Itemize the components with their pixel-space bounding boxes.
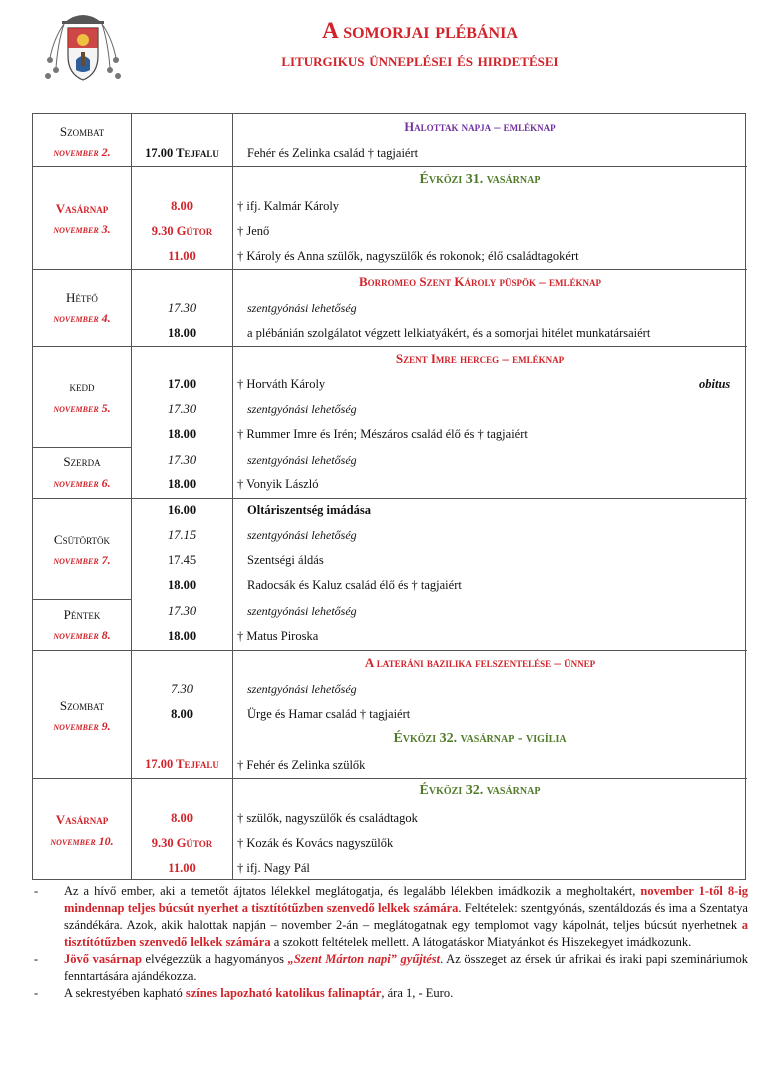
- announcement-text: Az a hívő ember, aki a temetőt ájtatos lélekkel meglátogatja, és legalább lélekben imádkozik a megholtakért,: [64, 884, 641, 898]
- day-date: november 6.: [53, 476, 111, 490]
- mass-intention: Radocsák és Kaluz család élő és † tagjaiért: [247, 578, 462, 592]
- mass-time: 17.45: [167, 553, 197, 567]
- day-name: Vasárnap: [55, 201, 109, 216]
- announcement-highlight: színes lapozható katolikus falinaptár: [185, 986, 382, 1000]
- schedule-table: [32, 113, 746, 880]
- day-date: november 8.: [53, 628, 111, 642]
- feast-title: Halottak napja – emléknap: [404, 120, 556, 134]
- announcement-highlight: „Szent Márton napi” gyűjtést: [287, 952, 441, 966]
- announcement-highlight: a tisztítótűzben szenvedő lelkek számára: [64, 918, 748, 949]
- mass-intention: Oltáriszentség imádása: [247, 503, 371, 517]
- announcement-indulgence: [30, 883, 748, 951]
- mass-intention: szentgyónási lehetőség: [247, 453, 357, 467]
- mass-time: 8.00: [171, 707, 193, 721]
- day-name: Csütörtök: [53, 532, 111, 547]
- feast-title: Borromeo Szent Károly püspök – emléknap: [359, 274, 601, 289]
- page-title: A somorjai plébánia: [322, 18, 518, 43]
- announcement-collection: [30, 951, 748, 985]
- column-divider: [232, 114, 233, 879]
- bullet-dash: -: [34, 884, 39, 898]
- mass-time: 18.00: [167, 477, 197, 491]
- mass-intention: Ürge és Hamar család † tagjaiért: [247, 707, 411, 721]
- mass-time: 11.00: [168, 249, 196, 263]
- announcement-text: , ára 1, - Euro.: [381, 986, 454, 1000]
- row-divider: [33, 599, 132, 600]
- mass-intention: szentgyónási lehetőség: [247, 402, 357, 416]
- day-name: Szombat: [59, 698, 105, 713]
- day-name: Szombat: [59, 124, 105, 139]
- row-divider: [33, 498, 747, 499]
- day-date: november 5.: [53, 401, 111, 415]
- mass-intention: † Matus Piroska: [237, 629, 319, 643]
- mass-intention: † Fehér és Zelinka szülők: [237, 758, 366, 772]
- bullet-dash: -: [34, 986, 39, 1000]
- row-divider: [33, 166, 747, 167]
- feast-title: A lateráni bazilika felszentelése – ünnep: [364, 655, 596, 670]
- day-date: november 3.: [53, 222, 111, 236]
- mass-intention: a plébánián szolgálatot végzett lelkiatyákért, és a somorjai hitélet munkatársaiért: [247, 326, 651, 340]
- day-name: Hétfő: [66, 290, 98, 305]
- mass-time: 11.00: [168, 861, 196, 875]
- feast-title: Évközi 32. vasárnap - vigília: [393, 731, 567, 746]
- page-subtitle: liturgikus ünneplései és hirdetései: [281, 50, 559, 71]
- bullet-dash: -: [34, 952, 39, 966]
- mass-time: 7.30: [171, 682, 193, 696]
- mass-intention: † Horváth Károly: [237, 377, 326, 391]
- row-divider: [33, 447, 132, 448]
- mass-time: 17.30: [167, 402, 197, 416]
- row-divider: [33, 778, 747, 779]
- mass-intention: † Károly és Anna szülők, nagyszülők és rokonok; élő családtagokért: [237, 249, 579, 263]
- row-divider: [33, 346, 747, 347]
- mass-time: 17.30: [167, 453, 197, 467]
- mass-time: 17.00 Tejfalu: [145, 757, 219, 771]
- mass-time: 17.00 Tejfalu: [145, 146, 219, 160]
- announcement-calendar: [30, 985, 748, 1002]
- mass-time: 18.00: [167, 629, 197, 643]
- announcement-text: elvégezzük a hagyományos: [141, 952, 288, 966]
- mass-time: 17.30: [167, 604, 197, 618]
- feast-title: Évközi 31. vasárnap: [419, 172, 541, 187]
- mass-time: 17.15: [167, 528, 197, 542]
- day-date: november 2.: [53, 145, 111, 159]
- mass-time: 8.00: [171, 199, 193, 213]
- announcement-highlight: Jövő vasárnap: [64, 952, 142, 966]
- day-date: november 10.: [50, 834, 114, 848]
- mass-intention: † Jenő: [237, 224, 270, 238]
- mass-time: 18.00: [167, 427, 197, 441]
- mass-time: 16.00: [167, 503, 197, 517]
- announcement-text: . Az összeget az érsek úr afrikai és iraki papi szemináriumok fenntartására ajándékozza.: [64, 952, 748, 983]
- mass-intention: † ifj. Kalmár Károly: [237, 199, 340, 213]
- mass-intention: † Kozák és Kovács nagyszülők: [237, 836, 394, 850]
- mass-time: 17.30: [167, 301, 197, 315]
- row-divider: [33, 269, 747, 270]
- announcement-text: A sekrestyében kapható: [64, 986, 186, 1000]
- day-date: november 7.: [53, 553, 111, 567]
- day-name: Vasárnap: [55, 812, 109, 827]
- mass-time: 9.30 Gútor: [151, 836, 213, 850]
- mass-intention: szentgyónási lehetőség: [247, 528, 357, 542]
- mass-time: 9.30 Gútor: [151, 224, 213, 238]
- page-header: [0, 0, 764, 100]
- mass-intention: † Vonyik László: [237, 477, 319, 491]
- mass-intention: Fehér és Zelinka család † tagjaiért: [247, 146, 419, 160]
- mass-intention: szentgyónási lehetőség: [247, 301, 357, 315]
- announcements: [30, 883, 748, 1002]
- day-date: november 9.: [53, 719, 111, 733]
- parish-crest-icon: [40, 8, 126, 86]
- mass-time: 8.00: [171, 811, 193, 825]
- announcement-text: a szokott feltételek mellett. A látogatáskor Miatyánkot és Hiszekegyet imádkozunk.: [270, 935, 692, 949]
- mass-time: 18.00: [167, 326, 197, 340]
- mass-time: 18.00: [167, 578, 197, 592]
- feast-title: Szent Imre herceg – emléknap: [395, 351, 565, 366]
- mass-intention: † ifj. Nagy Pál: [237, 861, 310, 875]
- obitus-label: obitus: [699, 377, 731, 391]
- mass-intention: szentgyónási lehetőség: [247, 682, 357, 696]
- mass-time: 17.00: [167, 377, 197, 391]
- mass-intention: szentgyónási lehetőség: [247, 604, 357, 618]
- day-name: Péntek: [63, 607, 101, 622]
- feast-title: Évközi 32. vasárnap: [419, 783, 541, 798]
- day-name: kedd: [69, 379, 95, 394]
- day-date: november 4.: [53, 311, 111, 325]
- mass-intention: † Rummer Imre és Irén; Mészáros család élő és † tagjaiért: [237, 427, 528, 441]
- announcement-text: . Feltételek: szentgyónás, szentáldozás és ima a Szentatya szándékára. Azok, akik halottak napján – november 2-án – meglátogatnak egy templomot vagy kápolnát, teljes búcsút nyerhetnek: [64, 901, 748, 932]
- announcement-highlight: november 1-től 8-ig mindennap teljes búcsút nyerhet a tisztítótűzben szenvedő lelkek számára: [64, 884, 748, 915]
- row-divider: [33, 650, 747, 651]
- mass-intention: † szülők, nagyszülők és családtagok: [237, 811, 418, 825]
- mass-intention: Szentségi áldás: [247, 553, 324, 567]
- day-name: Szerda: [63, 454, 101, 469]
